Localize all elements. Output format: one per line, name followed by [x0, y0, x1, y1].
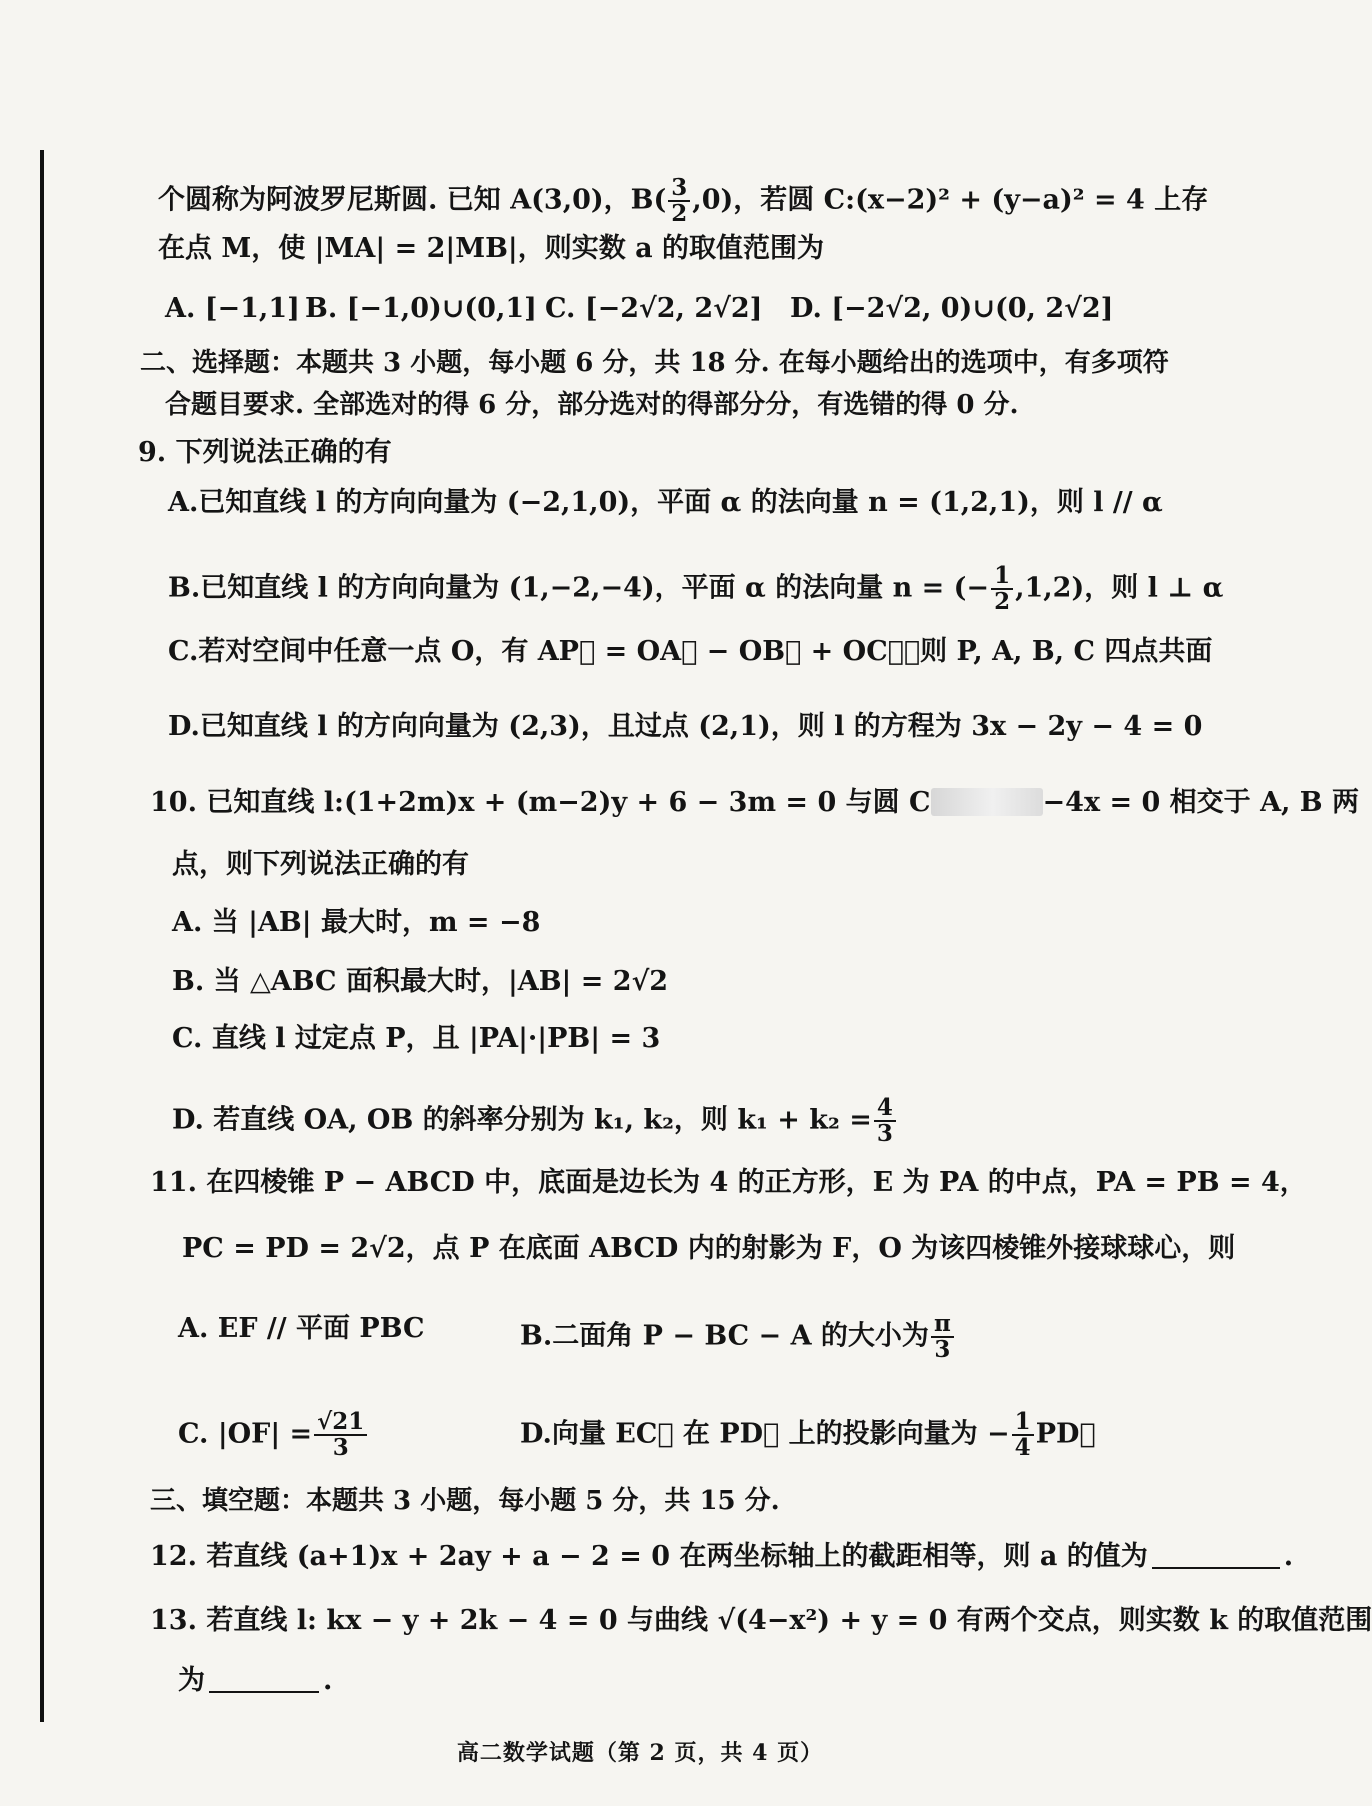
obscured-equation: [931, 788, 1043, 816]
q10-option-b: B. 当 △ABC 面积最大时，|AB| = 2√2: [172, 966, 669, 997]
q10-stem-line2: 点，则下列说法正确的有: [172, 849, 469, 880]
page-footer: 高二数学试题（第 2 页，共 4 页）: [456, 1740, 824, 1766]
q12-stem: 12. 若直线 (a+1)x + 2ay + a − 2 = 0 在两坐标轴上的截距相等，则 a 的值为 .: [150, 1541, 1294, 1572]
q9-option-c: C.若对空间中任意一点 O，有 AP⃗ = OA⃗ − OB⃗ + OC⃗，则 P, A, B, C 四点共面: [168, 636, 1213, 667]
q10-option-a: A. 当 |AB| 最大时，m = −8: [172, 907, 541, 938]
q8-b-fraction: $\frac{3}{2}$: [668, 176, 690, 226]
q11-d-fraction: $\frac{1}{4}$: [1012, 1410, 1034, 1460]
q10-stem-line1: 10. 已知直线 l:(1+2m)x + (m−2)y + 6 − 3m = 0 与圆 C −4x = 0 相交于 A, B 两: [150, 787, 1360, 818]
q13-stem-line1: 13. 若直线 l: kx − y + 2k − 4 = 0 与曲线 √(4−x²) + y = 0 有两个交点，则实数 k 的取值范围: [150, 1605, 1372, 1636]
section2-heading-line1: 二、选择题：本题共 3 小题，每小题 6 分，共 18 分. 在每小题给出的选项中，有多项符: [140, 348, 1169, 378]
q13-answer-blank[interactable]: [209, 1691, 319, 1693]
q11-option-b: B.二面角 P − BC − A 的大小为 $\frac{\pi}{3}$: [520, 1312, 956, 1362]
q9-option-d: D.已知直线 l 的方向向量为 (2,3)，且过点 (2,1)，则 l 的方程为 3x − 2y − 4 = 0: [168, 711, 1203, 742]
q11-c-fraction: $\frac{√21}{3}$: [314, 1410, 367, 1460]
q10-option-d: D. 若直线 OA, OB 的斜率分别为 k₁, k₂，则 k₁ + k₂ = $\frac{4}{3}$: [172, 1096, 898, 1146]
q8-option-b: B. [−1,0)∪(0,1]: [305, 293, 537, 324]
q11-option-c: C. |OF| = $\frac{√21}{3}$: [178, 1410, 369, 1460]
q11-stem-line2: PC = PD = 2√2，点 P 在底面 ABCD 内的射影为 F，O 为该四棱锥外接球球心，则: [182, 1233, 1236, 1264]
q8-option-c: C. [−2√2, 2√2]: [545, 293, 763, 324]
q8-stem-line2: 在点 M，使 |MA| = 2|MB|，则实数 a 的取值范围为: [158, 233, 825, 264]
section2-heading-line2: 合题目要求. 全部选对的得 6 分，部分选对的得部分分，有选错的得 0 分.: [165, 390, 1019, 420]
q11-option-a: A. EF // 平面 PBC: [178, 1313, 425, 1344]
q9-option-b: B.已知直线 l 的方向向量为 (1,−2,−4)，平面 α 的法向量 n = (− $\frac{1}{2}$ ,1,2)，则 l ⊥ α: [168, 562, 1224, 615]
q8-option-a: A. [−1,1]: [165, 293, 300, 324]
q9-option-a: A.已知直线 l 的方向向量为 (−2,1,0)，平面 α 的法向量 n = (1,2,1)，则 l // α: [168, 487, 1163, 518]
q8-option-d: D. [−2√2, 0)∪(0, 2√2]: [790, 293, 1114, 324]
q10-option-c: C. 直线 l 过定点 P，且 |PA|·|PB| = 3: [172, 1023, 661, 1054]
q8-stem-line1: 个圆称为阿波罗尼斯圆. 已知 A(3,0)，B( $\frac{3}{2}$ ,0)，若圆 C:(x−2)² + (y−a)² = 4 上存: [158, 174, 1209, 227]
q9-b-fraction: $\frac{1}{2}$: [991, 564, 1013, 614]
q12-answer-blank[interactable]: [1152, 1567, 1280, 1569]
section3-heading: 三、填空题：本题共 3 小题，每小题 5 分，共 15 分.: [150, 1486, 780, 1516]
q9-stem: 9. 下列说法正确的有: [138, 437, 392, 468]
q11-b-fraction: $\frac{\pi}{3}$: [931, 1312, 954, 1362]
q13-stem-line2: 为 .: [178, 1665, 333, 1696]
q11-option-d: D.向量 EC⃗ 在 PD⃗ 上的投影向量为 − $\frac{1}{4}$ PD⃗: [520, 1408, 1096, 1461]
q11-stem-line1: 11. 在四棱锥 P − ABCD 中，底面是边长为 4 的正方形，E 为 PA 的中点，PA = PB = 4，: [150, 1167, 1307, 1198]
binding-margin-line: [40, 150, 44, 1722]
q10-d-fraction: $\frac{4}{3}$: [874, 1096, 896, 1146]
